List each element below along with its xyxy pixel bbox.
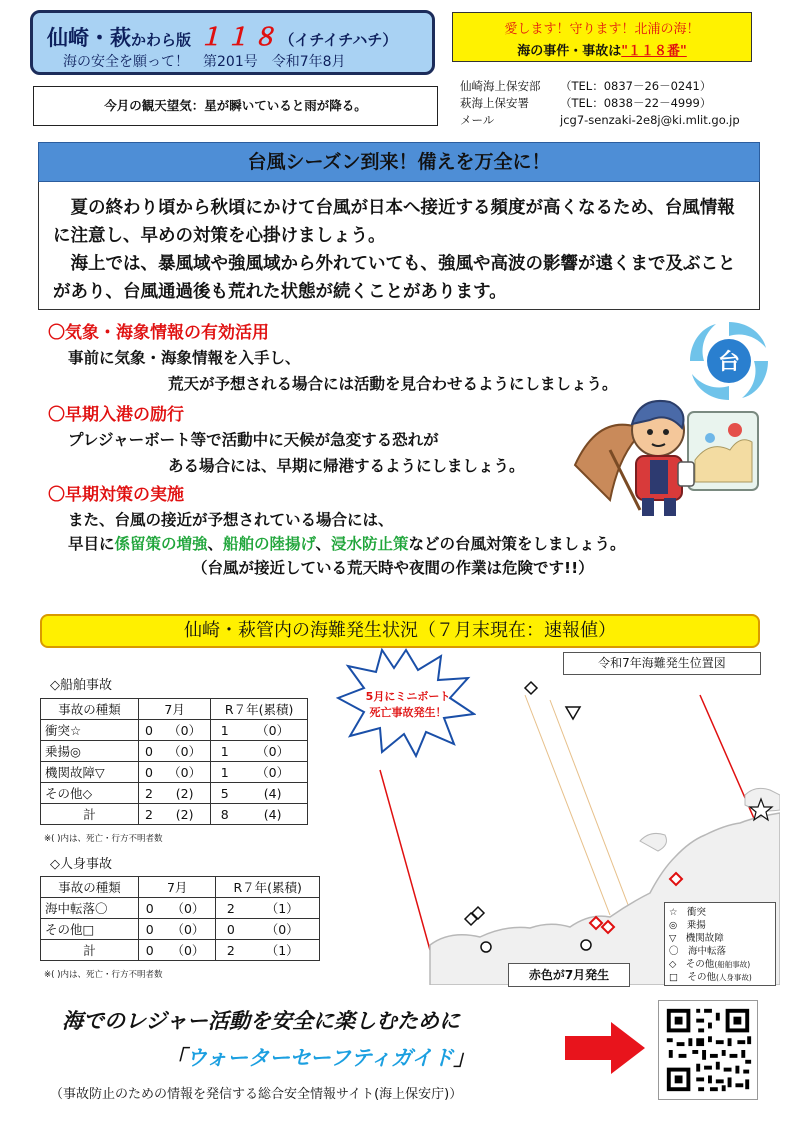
contact-value: （TEL：0837－26－0241） <box>560 79 712 93</box>
col-header: R７年(累積) <box>216 877 320 898</box>
cell-month-deaths: （0） <box>161 898 216 919</box>
accident-banner: 仙崎・萩管内の海難発生状況（７月末現在：速報値） <box>40 614 760 648</box>
slogan-prefix: 海の事件・事故は <box>517 44 622 59</box>
cell-year-deaths: （0） <box>238 741 307 762</box>
table-row <box>41 783 308 804</box>
table-row <box>41 804 308 825</box>
contact-email-link[interactable]: jcg7-senzaki-2e8j@ki.mlit.go.jp <box>560 113 740 127</box>
contact-row <box>460 95 740 112</box>
cell-month-deaths: （0） <box>159 741 211 762</box>
legend-item: ◎ 乗揚 <box>669 920 706 931</box>
slogan-line1: 愛します！守ります！北浦の海！ <box>504 22 700 37</box>
footer-headline: 海でのレジャー活動を安全に楽しむために <box>62 1009 461 1033</box>
bracket-open: 「 <box>165 1046 186 1070</box>
cell-year: 0 <box>216 919 245 940</box>
cell-type: 機関故障▽ <box>41 762 139 783</box>
arrow-right-icon <box>565 1022 645 1074</box>
july-color-note: 赤色が7月発生 <box>508 963 630 987</box>
masthead-subtitle: 海の安全を願って！ 第201号 令和7年8月 <box>63 54 346 70</box>
legend-small: (船舶事故) <box>714 960 751 969</box>
contact-info <box>460 78 740 129</box>
cell-year: 8 <box>211 804 238 825</box>
item3-text: などの台風対策をしましょう。 <box>408 535 626 553</box>
table-row <box>41 762 308 783</box>
cell-year-deaths: （1） <box>245 940 319 961</box>
cell-month: 0 <box>139 741 160 762</box>
table-header-row <box>41 699 308 720</box>
item3-sep: 、 <box>315 535 331 553</box>
ship-note: ※( )内は、死亡・行方不明者数 <box>44 834 163 844</box>
item3-line2 <box>68 532 625 554</box>
masthead-title <box>47 17 397 52</box>
cell-month-deaths: （0） <box>161 919 216 940</box>
item1-heading: 〇気象・海象情報の有効活用 <box>48 323 269 343</box>
contact-row <box>460 112 740 129</box>
cell-type: 海中転落〇 <box>41 898 139 919</box>
item3-line1: また、台風の接近が予想されている場合には、 <box>68 511 394 529</box>
contact-value: （TEL：0838－22－4999） <box>560 96 712 110</box>
cell-month: 0 <box>139 919 161 940</box>
ship-accidents-title: ◇船舶事故 <box>50 678 112 693</box>
cell-month: 2 <box>139 783 160 804</box>
bracket-close: 」 <box>453 1046 475 1070</box>
table-row <box>41 898 320 919</box>
masthead <box>30 10 435 75</box>
table-row <box>41 940 320 961</box>
item3-green3: 浸水防止策 <box>330 535 409 553</box>
cell-year-deaths: (4) <box>238 804 307 825</box>
cell-year-deaths: （0） <box>245 919 319 940</box>
item3-warning: （台風が接近している荒天時や夜間の作業は危険です!!） <box>192 559 594 577</box>
cell-type: 計 <box>41 940 139 961</box>
table-row <box>41 741 308 762</box>
legend-text: □ その他 <box>669 972 716 983</box>
cell-type: 乗揚◎ <box>41 741 139 762</box>
title-small: かわら版 <box>131 31 192 49</box>
cell-month-deaths: (2) <box>159 783 211 804</box>
item3-green1: 係留策の増強 <box>114 535 208 553</box>
legend-item: ☆ 衝突 <box>669 907 707 918</box>
table-row <box>41 919 320 940</box>
col-header: 事故の種類 <box>41 699 139 720</box>
person-accidents-table <box>40 876 320 961</box>
slogan-118: "１１８番" <box>621 44 687 59</box>
map-legend <box>664 902 776 986</box>
cell-year: 2 <box>216 940 245 961</box>
title-main: 仙崎・萩 <box>47 26 131 50</box>
col-header: 7月 <box>139 699 211 720</box>
cell-year-deaths: （1） <box>245 898 319 919</box>
cell-month-deaths: （0） <box>159 762 211 783</box>
burst-line2: 死亡事故発生！ <box>369 706 447 719</box>
legend-item: ▽ 機関故障 <box>669 933 724 944</box>
typhoon-para2: 海上では、暴風域や強風域から外れていても、強風や高波の影響が遠くまで及ぶことがあり、台風通過後も荒れた状態が続くことがあります。 <box>53 254 736 302</box>
qr-code[interactable] <box>658 1000 758 1100</box>
person-note: ※( )内は、死亡・行方不明者数 <box>44 970 163 980</box>
item1-line1: 事前に気象・海象情報を入手し、 <box>68 349 301 367</box>
item2-line2: ある場合には、早期に帰港するようにしましょう。 <box>168 457 525 475</box>
ship-accidents-table <box>40 698 308 825</box>
cell-year-deaths: （0） <box>238 762 307 783</box>
item3-sep: 、 <box>207 535 224 553</box>
contact-row <box>460 78 740 95</box>
cell-year: 1 <box>211 762 238 783</box>
slogan-line2 <box>453 40 751 59</box>
typhoon-intro-box <box>38 182 760 310</box>
cell-year: 5 <box>211 783 238 804</box>
cell-month: 0 <box>139 940 161 961</box>
col-header: 事故の種類 <box>41 877 139 898</box>
cell-type: その他□ <box>41 919 139 940</box>
weather-lore-box: 今月の観天望気：星が瞬いていると雨が降る。 <box>33 86 438 126</box>
cell-year-deaths: （0） <box>238 720 307 741</box>
legend-small: (人身事故) <box>715 973 752 982</box>
cell-type: その他◇ <box>41 783 139 804</box>
cell-month: 0 <box>139 720 160 741</box>
cell-month-deaths: （0） <box>159 720 211 741</box>
item2-line1: プレジャーボート等で活動中に天候が急変する恐れが <box>68 431 439 449</box>
contact-label: メール <box>460 113 495 127</box>
alert-burst <box>336 648 476 758</box>
cell-month: 2 <box>139 804 160 825</box>
item2-heading: 〇早期入港の励行 <box>48 405 184 425</box>
typhoon-para1: 夏の終わり頃から秋頃にかけて台風が日本へ接近する頻度が高くなるため、台風情報に注意し、早めの対策を心掛けましょう。 <box>53 198 735 246</box>
item3-green2: 船舶の陸揚げ <box>223 535 316 553</box>
slogan-box <box>452 12 752 62</box>
cell-type: 計 <box>41 804 139 825</box>
legend-text: ◇ その他 <box>669 959 715 970</box>
cell-year: 2 <box>216 898 245 919</box>
cell-month: 0 <box>139 898 161 919</box>
table-header-row <box>41 877 320 898</box>
cell-month-deaths: (2) <box>159 804 211 825</box>
legend-item: 〇 海中転落 <box>669 946 727 957</box>
table-row <box>41 720 308 741</box>
map-title: 令和7年海難発生位置図 <box>563 652 761 675</box>
legend-item <box>669 958 771 971</box>
cell-year-deaths: (4) <box>238 783 307 804</box>
item3-heading: 〇早期対策の実施 <box>48 485 184 505</box>
burst-line1: 5月にミニボート <box>365 690 451 703</box>
cell-year: 1 <box>211 741 238 762</box>
contact-label: 仙崎海上保安部 <box>460 79 541 93</box>
cell-month-deaths: （0） <box>161 940 216 961</box>
cell-month: 0 <box>139 762 160 783</box>
mascot-illustration <box>570 390 760 525</box>
typhoon-banner: 台風シーズン到来！備えを万全に！ <box>38 142 760 182</box>
person-accidents-title: ◇人身事故 <box>50 857 112 872</box>
item1-line2: 荒天が予想される場合には活動を見合わせるようにしましょう。 <box>168 375 618 393</box>
title-number: １１８ <box>198 23 280 51</box>
title-reading: （イチイチハチ） <box>279 31 398 49</box>
guide-title[interactable]: ウォーターセーフティガイド <box>186 1046 454 1070</box>
item3-text: 早目に <box>68 535 115 553</box>
contact-label: 萩海上保安署 <box>460 96 529 110</box>
legend-item <box>669 971 771 984</box>
cell-year: 1 <box>211 720 238 741</box>
footer-description: （事故防止のための情報を発信する総合安全情報サイト(海上保安庁)） <box>50 1087 463 1102</box>
col-header: R７年(累積) <box>211 699 308 720</box>
col-header: 7月 <box>139 877 216 898</box>
cell-type: 衝突☆ <box>41 720 139 741</box>
typhoon-icon-label: 台 <box>717 350 741 375</box>
water-safety-guide-link[interactable] <box>165 1042 475 1072</box>
